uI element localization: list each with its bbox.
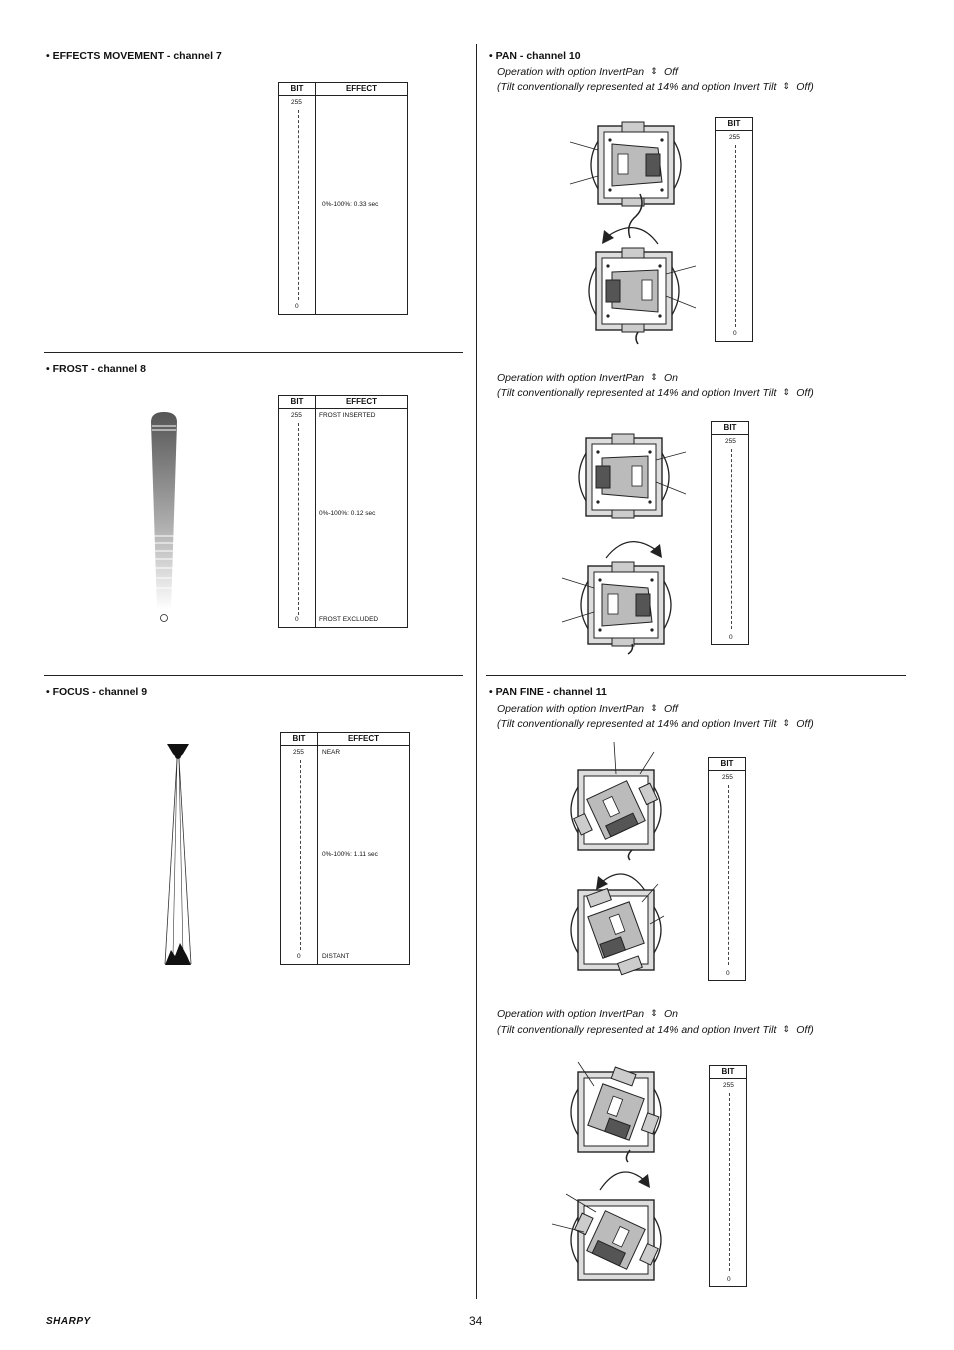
bit-bottom-label: 0 xyxy=(727,1276,731,1283)
effect-mid-label: 0%-100%: 1.11 sec xyxy=(322,851,378,858)
effect-bottom-label: DISTANT xyxy=(322,953,350,960)
updown-arrow-icon: ⇕ xyxy=(782,718,791,728)
effects-table xyxy=(278,82,408,315)
footer-brand: SHARPY xyxy=(46,1316,91,1327)
effect-cell xyxy=(318,746,410,965)
pan-on-fixture-top xyxy=(576,432,672,522)
effect-header: EFFECT xyxy=(316,83,408,96)
section-divider-frost xyxy=(44,352,463,353)
pan-on-line2 xyxy=(497,387,814,399)
bit-header: BIT xyxy=(281,733,318,746)
panfine-on-line1-text: Operation with option InvertPan xyxy=(497,1008,645,1020)
updown-arrow-icon: ⇕ xyxy=(650,1008,658,1018)
pan-on-rotation-arrow-icon xyxy=(600,530,670,560)
panfine-on-table xyxy=(709,1065,747,1287)
focus-heading: • FOCUS - channel 9 xyxy=(46,686,148,698)
pan-on-line2-text: (Tilt conventionally represented at 14% and option Invert Tilt xyxy=(497,387,777,399)
pan-off-line2-state: Off) xyxy=(796,81,814,93)
bit-header: BIT xyxy=(709,758,746,771)
bit-bottom-label: 0 xyxy=(733,330,737,337)
updown-arrow-icon: ⇕ xyxy=(650,66,658,76)
panfine-off-line2-text: (Tilt conventionally represented at 14% and option Invert Tilt xyxy=(497,718,777,730)
panfine-off-fixture-bottom xyxy=(566,880,666,980)
bit-top-label: 255 xyxy=(291,99,302,106)
bit-scale xyxy=(729,1093,730,1271)
bit-header: BIT xyxy=(279,396,316,409)
pan-off-line1 xyxy=(497,66,678,78)
pan-off-line1-text: Operation with option InvertPan xyxy=(497,66,645,78)
pan-off-fixture-bottom xyxy=(586,246,682,336)
effect-top-label: NEAR xyxy=(322,749,341,756)
pan-on-table xyxy=(711,421,749,645)
pan-on-line1 xyxy=(497,372,678,384)
focus-beam-icon xyxy=(164,742,192,968)
bit-cell xyxy=(712,435,749,645)
panfine-off-line1 xyxy=(497,703,678,715)
updown-arrow-icon: ⇕ xyxy=(782,81,791,91)
bit-cell xyxy=(279,96,316,315)
bit-scale xyxy=(728,785,729,965)
bit-scale xyxy=(298,110,299,300)
bit-header: BIT xyxy=(710,1066,747,1079)
pan-heading: • PAN - channel 10 xyxy=(489,50,581,62)
panfine-heading: • PAN FINE - channel 11 xyxy=(489,686,607,698)
panfine-off-table xyxy=(708,757,746,981)
bit-bottom-label: 0 xyxy=(297,953,301,960)
bit-top-label: 255 xyxy=(291,412,302,419)
bit-bottom-label: 0 xyxy=(729,634,733,641)
bit-cell xyxy=(709,771,746,981)
pan-off-rotation-arrow-icon xyxy=(596,216,666,246)
bit-header: BIT xyxy=(712,422,749,435)
frost-heading: • FROST - channel 8 xyxy=(46,363,146,375)
effect-bottom-label: FROST EXCLUDED xyxy=(319,616,379,623)
pan-off-table xyxy=(715,117,753,342)
effects-heading: • EFFECTS MOVEMENT - channel 7 xyxy=(46,50,222,62)
panfine-off-line2 xyxy=(497,718,814,730)
pan-on-line1-text: Operation with option InvertPan xyxy=(497,372,645,384)
bit-top-label: 255 xyxy=(725,438,736,445)
updown-arrow-icon: ⇕ xyxy=(650,703,658,713)
effect-header: EFFECT xyxy=(318,733,410,746)
panfine-on-fixture-top xyxy=(566,1062,666,1162)
pan-off-line2 xyxy=(497,81,814,93)
pan-off-line2-text: (Tilt conventionally represented at 14% and option Invert Tilt xyxy=(497,81,777,93)
frost-gradient-icon xyxy=(148,410,180,625)
effect-cell xyxy=(316,409,408,628)
column-divider xyxy=(476,44,477,1299)
bit-scale xyxy=(735,145,736,327)
bit-top-label: 255 xyxy=(722,774,733,781)
bit-cell xyxy=(281,746,318,965)
bit-header: BIT xyxy=(279,83,316,96)
panfine-off-fixture-top xyxy=(566,760,666,860)
bit-cell xyxy=(716,131,753,342)
focus-table xyxy=(280,732,410,965)
updown-arrow-icon: ⇕ xyxy=(782,387,791,397)
section-divider-panfine xyxy=(486,675,906,676)
bit-scale xyxy=(298,423,299,615)
bit-cell xyxy=(279,409,316,628)
effect-cell xyxy=(316,96,408,315)
pan-off-line1-state: Off xyxy=(663,66,678,78)
panfine-on-line2 xyxy=(497,1024,814,1036)
bit-scale xyxy=(731,449,732,629)
bit-bottom-label: 0 xyxy=(295,616,299,623)
pan-on-line2-state: Off) xyxy=(796,387,814,399)
effect-mid-label: 0%-100%: 0.33 sec xyxy=(322,201,379,208)
panfine-on-line1 xyxy=(497,1008,678,1020)
updown-arrow-icon: ⇕ xyxy=(782,1024,791,1034)
page-number: 34 xyxy=(469,1314,483,1328)
bit-top-label: 255 xyxy=(729,134,740,141)
section-divider-focus xyxy=(44,675,463,676)
panfine-off-line1-text: Operation with option InvertPan xyxy=(497,703,645,715)
effect-header: EFFECT xyxy=(316,396,408,409)
panfine-off-line1-state: Off xyxy=(663,703,678,715)
panfine-off-line2-state: Off) xyxy=(796,718,814,730)
bit-header: BIT xyxy=(716,118,753,131)
effect-mid-label: 0%-100%: 0.12 sec xyxy=(319,510,376,517)
bit-cell xyxy=(710,1079,747,1287)
panfine-on-line2-text: (Tilt conventionally represented at 14% and option Invert Tilt xyxy=(497,1024,777,1036)
effect-top-label: FROST INSERTED xyxy=(319,412,376,419)
bit-top-label: 255 xyxy=(723,1082,734,1089)
frost-table xyxy=(278,395,408,628)
panfine-on-line1-state: On xyxy=(663,1008,678,1020)
bit-top-label: 255 xyxy=(293,749,304,756)
bit-bottom-label: 0 xyxy=(726,970,730,977)
panfine-on-fixture-bottom xyxy=(566,1190,666,1290)
bit-bottom-label: 0 xyxy=(295,303,299,310)
bit-scale xyxy=(300,760,301,950)
panfine-on-line2-state: Off) xyxy=(796,1024,814,1036)
pan-on-fixture-bottom xyxy=(578,560,674,656)
updown-arrow-icon: ⇕ xyxy=(650,372,658,382)
pan-on-line1-state: On xyxy=(663,372,678,384)
